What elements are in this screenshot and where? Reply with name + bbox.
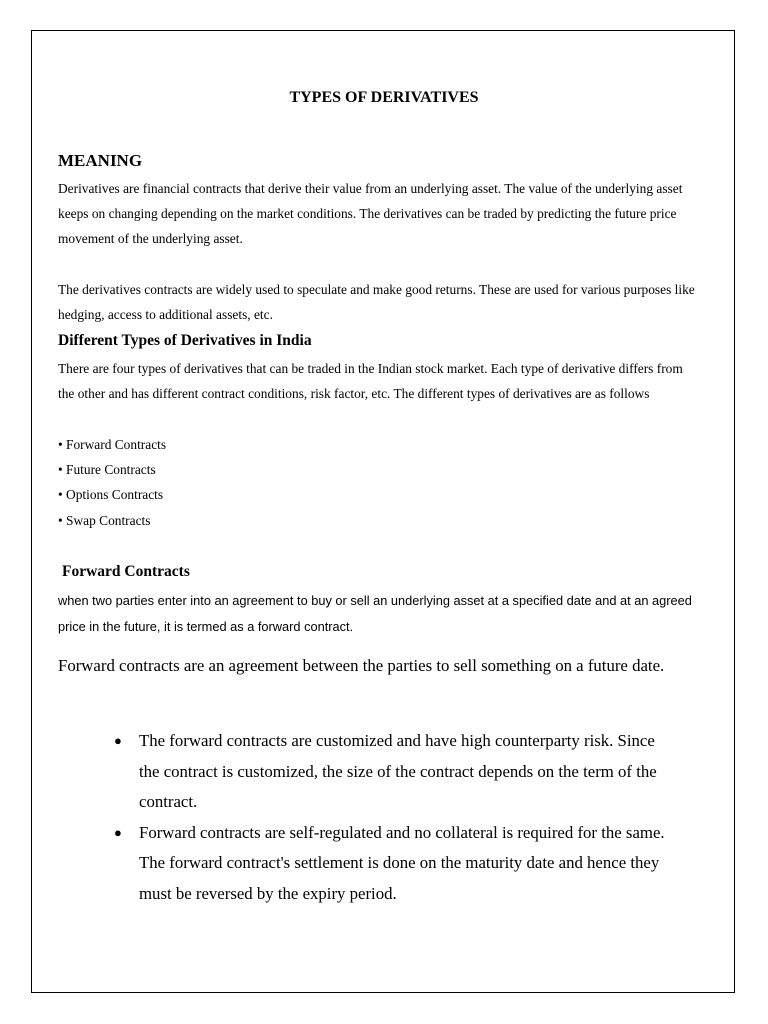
point-text: Forward contracts are self-regulated and no collateral is required for the same. The forward contract's settlement is done on the maturity date and hence they must be reversed by the expiry period. xyxy=(139,822,665,903)
forward-contracts-summary: Forward contracts are an agreement between the parties to sell something on a future date. xyxy=(58,656,665,675)
bullet-icon: ● xyxy=(114,824,122,840)
list-item: • Future Contracts xyxy=(58,462,156,478)
forward-contracts-definition: when two parties enter into an agreement to buy or sell an underlying asset at a specified date and at an agreed price in the future, it is termed as a forward contract. xyxy=(58,593,692,634)
list-item: • Forward Contracts xyxy=(58,437,167,452)
list-item xyxy=(113,726,673,818)
types-heading: Different Types of Derivatives in India xyxy=(58,332,312,349)
point-text: The forward contracts are customized and have high counterparty risk. Since the contract is customized, the size of the contract depends on the term of the contract. xyxy=(139,731,657,811)
bullet-icon: ● xyxy=(114,733,122,748)
list-item: • Swap Contracts xyxy=(58,512,151,528)
types-intro: There are four types of derivatives that can be traded in the Indian stock market. Each type of derivative differs from the other and has different contract conditions, risk factor, etc. The different types of derivatives are as follows xyxy=(58,361,683,401)
meaning-paragraph-1: Derivatives are financial contracts that derive their value from an underlying asset. The value of the underlying asset keeps on changing depending on the market conditions. The derivatives can be traded by predicting the future price movement of the underlying asset. xyxy=(58,181,683,246)
document-title: TYPES OF DERIVATIVES xyxy=(289,89,479,106)
forward-contracts-heading: Forward Contracts xyxy=(62,563,190,580)
types-list xyxy=(58,432,166,533)
list-item xyxy=(113,818,673,910)
forward-contracts-points xyxy=(113,726,673,909)
list-item: • Options Contracts xyxy=(58,487,164,503)
meaning-paragraph-2: The derivatives contracts are widely used to speculate and make good returns. These are used for various purposes like hedging, access to additional assets, etc. xyxy=(58,282,695,322)
meaning-heading: MEANING xyxy=(58,151,143,170)
